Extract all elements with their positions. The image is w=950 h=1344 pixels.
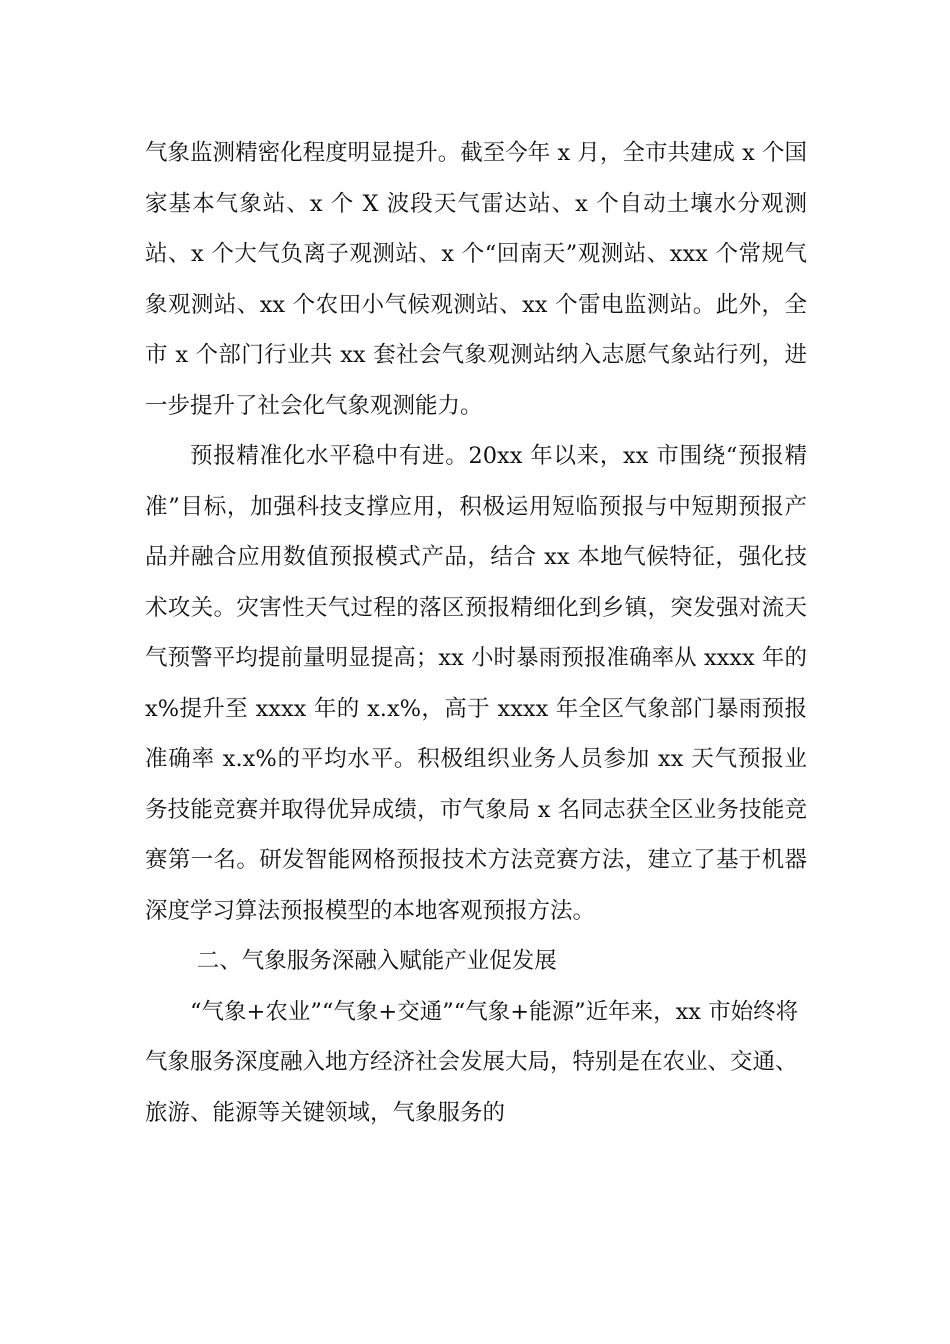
section-heading: 二、气象服务深融入赋能产业促发展 (196, 948, 557, 974)
document-page (145, 128, 807, 1138)
paragraph-meteorological-services: “气象+农业”“气象+交通”“气象+能源”近年来，xx 市始终将气象服务深度融入地方经济社会发展大局，特别是在农业、交通、旅游、能源等关键领域，气象服务的 (145, 998, 799, 1126)
paragraph-forecast-accuracy: 预报精准化水平稳中有进。20xx 年以来，xx 市围绕“预报精准”目标，加强科技支撑应用，积极运用短临预报与中短期预报产品并融合应用数值预报模式产品，结合 xx 本地气候特征，强化技术攻关。灾害性天气过程的落区预报精细化到乡镇，突发强对流天气预警平均提前量明显提高；xx 小时暴雨预报准确率从 xxxx 年的 x%提升至 xxxx 年的 x.x%，高于 xxxx 年全区气象部门暴雨预报准确率 x.x%的平均水平。积极组织业务人员参加 xx 天气预报业务技能竞赛并取得优异成绩，市气象局 x 名同志获全区业务技能竞赛第一名。研发智能网格预报技术方法竞赛方法，建立了基于机器深度学习算法预报模型的本地客观预报方法。 (145, 443, 807, 924)
paragraph-observation-network: 气象监测精密化程度明显提升。截至今年 x 月，全市共建成 x 个国家基本气象站、x 个 X 波段天气雷达站、x 个自动土壤水分观测站、x 个大气负离子观测站、x 个“回南天”观测站、xxx 个常规气象观测站、xx 个农田小气候观测站、xx 个雷电监测站。此外，全市 x 个部门行业共 xx 套社会气象观测站纳入志愿气象站行列，进一步提升了社会化气象观测能力。 (145, 140, 807, 419)
